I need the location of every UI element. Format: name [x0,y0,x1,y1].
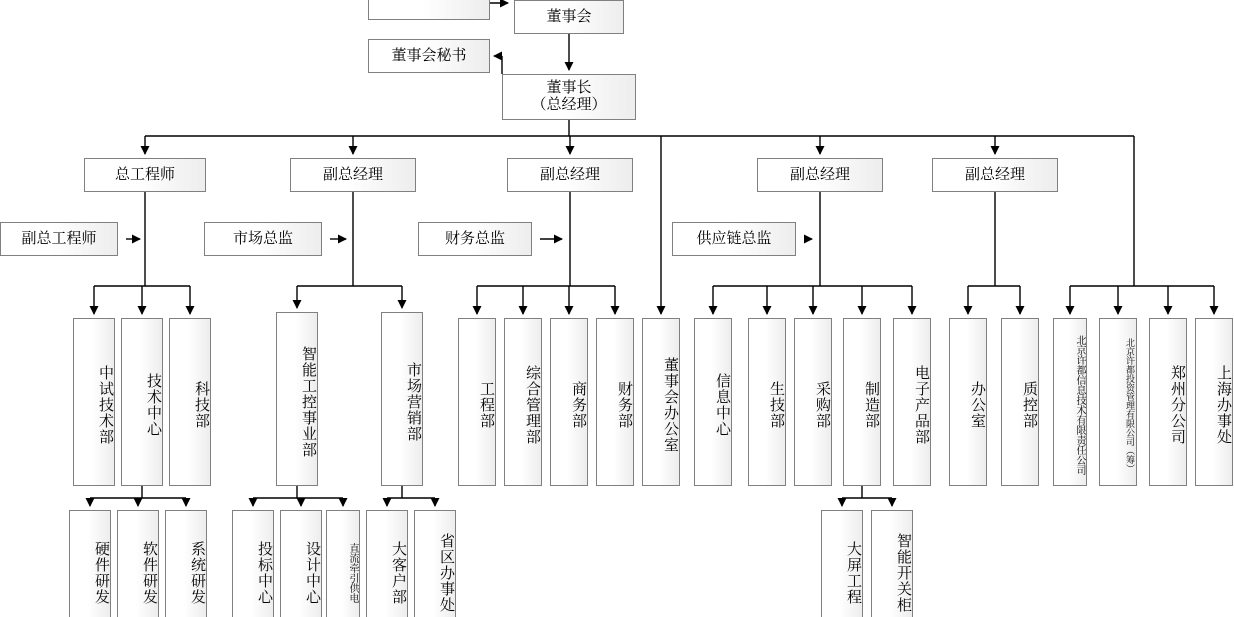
org-node-label: 商务部 [570,381,587,429]
org-node-label: 智能开关柜 [895,533,912,613]
org-node-label: 上海办事处 [1215,365,1232,445]
org-node[interactable] [596,318,634,486]
org-node[interactable] [794,318,832,486]
org-node-label: 信息中心 [714,373,731,437]
org-node[interactable] [204,222,322,256]
org-node[interactable] [949,318,987,486]
org-node-label: 董事长 （总经理） [531,79,607,113]
org-node-label: 工程部 [478,381,495,429]
org-node[interactable] [368,39,490,73]
org-node[interactable] [280,510,322,617]
org-node-label: 综合管理部 [524,365,541,445]
org-node[interactable] [290,158,416,192]
org-node[interactable] [0,222,118,256]
org-node-label: 市场总监 [232,229,293,247]
org-node-label: 省区办事处 [438,533,455,613]
org-node-label: 郑州分公司 [1169,365,1186,445]
org-node[interactable] [502,74,636,120]
org-node-label: 供应链总监 [696,229,772,247]
org-node-label: 系统研发 [189,541,206,605]
org-node[interactable] [757,158,883,192]
org-node-label: 智能工控事业部 [300,346,317,458]
org-node-label: 大客户部 [390,541,407,605]
org-node-label: 董事会办公室 [662,357,679,453]
org-node-label: 大屏工程 [845,541,862,605]
org-node-label: 市场营销部 [405,362,422,442]
org-node[interactable] [121,318,163,486]
org-node[interactable] [84,158,206,192]
org-node-label: 总工程师 [114,165,175,183]
org-node-label: 生技部 [768,381,785,429]
org-node[interactable] [232,510,274,617]
org-node[interactable] [368,0,490,20]
org-node[interactable] [366,510,408,617]
org-node-label: 电子产品部 [913,365,930,445]
org-node-label: 财务部 [616,381,633,429]
org-node-label: 副总经理 [789,165,850,183]
org-node[interactable] [514,0,624,34]
org-node-label: 直流牵引供电 [347,543,358,603]
org-node-label: 财务总监 [444,229,505,247]
org-node[interactable] [1149,318,1187,486]
org-node[interactable] [642,318,680,486]
org-node-label: 北京许都信息技术有限责任公司 [1074,335,1085,475]
org-node-label: 软件研发 [141,541,158,605]
org-node[interactable] [117,510,159,617]
org-node[interactable] [694,318,732,486]
org-node[interactable] [1001,318,1039,486]
org-node[interactable] [821,510,863,617]
org-node-label: 设计中心 [304,541,321,605]
org-node-label: 董事会 [546,7,592,25]
org-node[interactable] [326,510,360,617]
org-node[interactable] [748,318,786,486]
org-node-label: 办公室 [969,381,986,429]
org-node[interactable] [932,158,1058,192]
org-node[interactable] [871,510,913,617]
org-node[interactable] [504,318,542,486]
org-node[interactable] [73,318,115,486]
org-node-label: 副总经理 [539,165,600,183]
org-node-label: 董事会秘书 [391,46,467,64]
org-node[interactable] [507,158,633,192]
org-node-label: 北京许都投资管理有限公司（筹） [1125,337,1135,473]
org-node[interactable] [276,312,318,486]
org-node[interactable] [843,318,881,486]
org-node[interactable] [672,222,796,256]
org-node[interactable] [550,318,588,486]
org-node[interactable] [165,510,207,617]
org-node[interactable] [1195,318,1233,486]
org-node-label: 副总工程师 [21,229,97,247]
org-node-label: 中试技术部 [97,365,114,445]
org-node[interactable] [1053,318,1087,486]
org-node[interactable] [69,510,111,617]
org-node[interactable] [381,312,423,486]
org-node[interactable] [169,318,211,486]
org-node-label: 副总经理 [322,165,383,183]
org-node-label: 硬件研发 [93,541,110,605]
org-node[interactable] [418,222,532,256]
org-node-label: 质控部 [1021,381,1038,429]
org-node-label: 副总经理 [964,165,1025,183]
org-node-label: 技术中心 [145,373,162,437]
org-node-label: 制造部 [863,381,880,429]
org-node-label: 投标中心 [256,541,273,605]
org-node[interactable] [458,318,496,486]
org-node[interactable] [414,510,456,617]
org-node-label: 采购部 [814,381,831,429]
org-node[interactable] [1099,318,1137,486]
org-node[interactable] [893,318,931,486]
org-node-label: 科技部 [193,381,210,429]
